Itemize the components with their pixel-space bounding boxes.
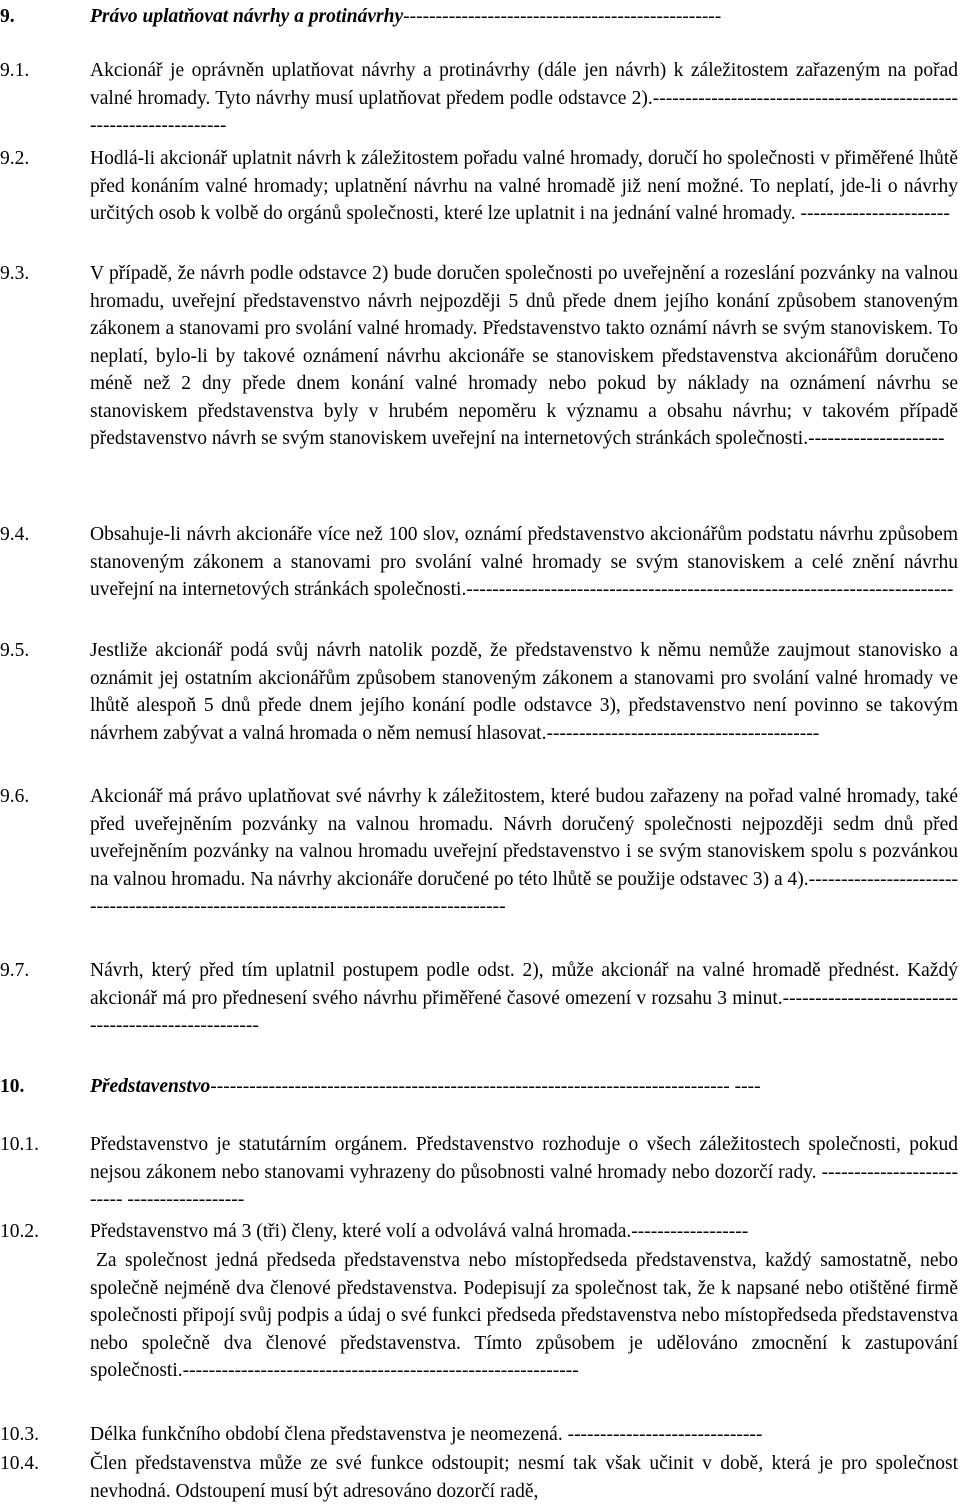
paragraph-number: 9.1. [0,60,30,81]
paragraph-9-5 [0,637,958,747]
section-title: Právo uplatňovat návrhy a protinávrhy [90,6,404,27]
paragraph-number: 10.1. [0,1134,39,1155]
paragraph-number: 9.6. [0,786,30,807]
paragraph-9-2 [0,145,958,228]
paragraph-9-1 [0,57,958,140]
paragraph-text: Návrh, který před tím uplatnil postupem podle odst. 2), může akcionář na valné hromadě přednést. Každý akcionář má pro přednesení svého návrhu přiměřené časové omezení v rozsahu 3 minut.----------------------------------------------------- [90,960,958,1036]
paragraph-text: Představenstvo je statutárním orgánem. Představenstvo rozhoduje o všech záležitostech společnosti, pokud nejsou zákonem nebo stanovami vyhrazeny do působnosti valné hromady nebo dozorčí rady. -------------------------- ------------------ [90,1134,958,1210]
paragraph-text: Obsahuje-li návrh akcionáře více než 100 slov, oznámí představenstvo akcionářům podstatu návrhu způsobem stanoveným zákonem a stanovami pro svolání valné hromady se svým stanoviskem a celé znění návrhu uveřejní na internetových stránkách společnosti.--------------------------------------------------------------------------- [90,524,958,600]
paragraph-10-4 [0,1450,958,1505]
section-number: 9. [0,6,15,27]
section-heading-10 [0,1073,761,1101]
dash-filler: -------------------------------------------------------------------------------- ---- [210,1076,761,1097]
paragraph-text: Představenstvo má 3 (tři) členy, které volí a odvolává valná hromada.------------------ [90,1221,749,1242]
section-number: 10. [0,1076,25,1097]
paragraph-text: Jestliže akcionář podá svůj návrh natolik pozdě, že představenstvo k němu nemůže zaujmout stanovisko a oznámit jej ostatním akcionářům způsobem stanoveným zákonem a stanovami pro svolání valné hromady ve lhůtě alespoň 5 dnů přede dnem jejího konání podle odstavce 3), představenstvo není povinno se takovým návrhem zabývat a valná hromada o něm nemusí hlasovat.------------------------------------------ [90,640,958,744]
paragraph-number: 10.3. [0,1424,39,1445]
paragraph-9-6 [0,783,958,921]
paragraph-number: 9.3. [0,263,30,284]
paragraph-number: 9.4. [0,524,30,545]
paragraph-text: Hodlá-li akcionář uplatnit návrh k záležitostem pořadu valné hromady, doručí ho společnosti v přiměřené lhůtě před konáním valné hromady; uplatnění návrhu na valné hromadě již není možné. To neplatí, jde-li o návrhy určitých osob k volbě do orgánů společnosti, které lze uplatnit i na jednání valné hromady. ----------------------- [90,148,958,224]
paragraph-text: V případě, že návrh podle odstavce 2) bude doručen společnosti po uveřejnění a rozeslání pozvánky na valnou hromadu, uveřejní představenstvo návrh nejpozději 5 dnů přede dnem jejího konání způsobem stanoveným zákonem a stanovami pro svolání valné hromady. Představenstvo takto oznámí návrh se svým stanoviskem. To neplatí, bylo-li by takové oznámení návrhu akcionáře se stanoviskem představenstva akcionářům doručeno méně než 2 dny přede dnem konání valné hromady nebo pokud by náklady na oznámení návrhu se stanoviskem představenstva byly v hrubém nepoměru k významu a obsahu návrhu; v takovém případě představenstvo návrh se svým stanoviskem uveřejní na internetových stránkách společnosti.--------------------- [90,263,958,449]
paragraph-9-7 [0,957,958,1040]
paragraph-text: Člen představenstva může ze své funkce odstoupit; nesmí tak však učinit v době, která je pro společnost nevhodná. Odstoupení musí být adresováno dozorčí radě, [90,1453,958,1502]
paragraph-number: 10.2. [0,1221,39,1242]
paragraph-number: 9.7. [0,960,30,981]
paragraph-number: 9.5. [0,640,30,661]
dash-filler: ------------------------------------------------- [403,6,722,27]
paragraph-text: Délka funkčního období člena představenstva je neomezená. ------------------------------ [90,1424,763,1445]
paragraph-9-3 [0,260,958,453]
paragraph-10-2 [0,1218,958,1246]
paragraph-10-1 [0,1131,958,1214]
paragraph-10-3 [0,1421,958,1449]
paragraph-9-4 [0,521,958,604]
section-title: Představenstvo [90,1076,211,1097]
section-heading-9 [0,3,721,31]
paragraph-10-2-continuation: Za společnost jedná předseda představenstva nebo místopředseda představenstva, každý samostatně, nebo společně nejméně dva členové představenstva. Podepisují za společnost tak, že k napsané nebo otištěné firmě společnosti připojí svůj podpis a údaj o své funkci předseda představenstva nebo místopředseda představenstva nebo společně dva členové představenstva. Tímto způsobem je udělováno zmocnění k zastupování společnosti.------------------------------------------------------------- [90,1250,958,1381]
paragraph-number: 9.2. [0,148,30,169]
paragraph-text: Akcionář je oprávněn uplatňovat návrhy a protinávrhy (dále jen návrh) k záležitostem zařazeným na pořad valné hromady. Tyto návrhy musí uplatňovat předem podle odstavce 2).-------------------------------------------------------------------- [90,60,958,136]
paragraph-number: 10.4. [0,1453,39,1474]
paragraph-text: Akcionář má právo uplatňovat své návrhy k záležitostem, které budou zařazeny na pořad valné hromady, také před uveřejněním pozvánky na valnou hromadu. Návrh doručený společnosti nejpozději sedm dnů před uveřejněním pozvánky na valnou hromadu uveřejní představenstvo i se svým stanoviskem spolu s pozvánkou na valnou hromadu. Na návrhy akcionáře doručené po této lhůtě se použije odstavec 3) a 4).--------------------------------------------------------------------------------------- [90,786,958,917]
